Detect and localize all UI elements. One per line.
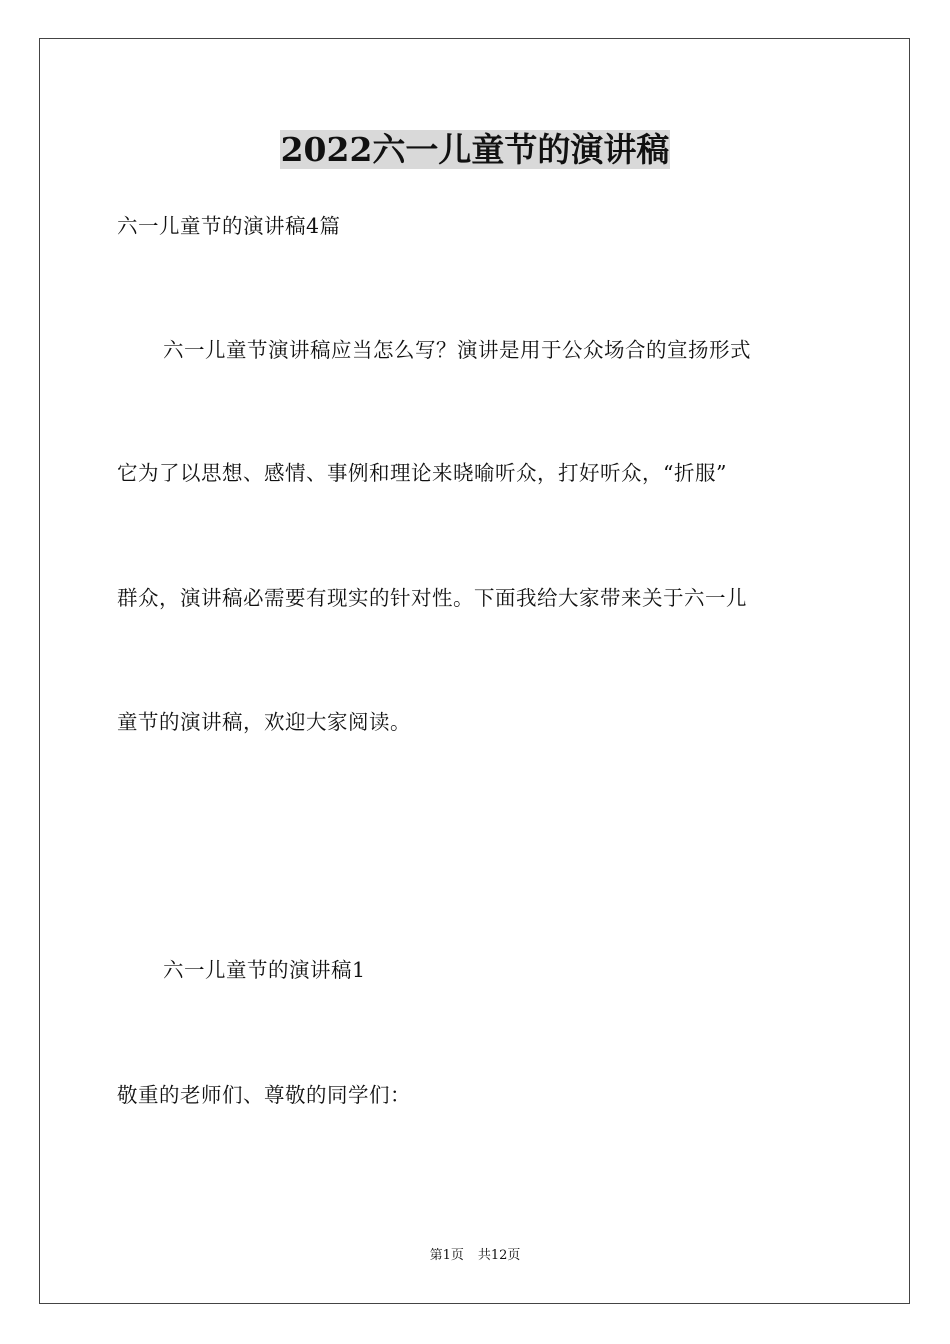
- document-title: [0, 128, 950, 172]
- document-subtitle: 六一儿童节的演讲稿4篇: [117, 214, 341, 238]
- page-footer: [0, 1246, 950, 1266]
- page-number-total: 共12页: [477, 1248, 521, 1263]
- salutation: 敬重的老师们、尊敬的同学们：: [117, 1083, 411, 1107]
- page-number-current: 第1页: [429, 1248, 464, 1263]
- intro-paragraph-line-3: 群众，演讲稿必需要有现实的针对性。下面我给大家带来关于六一儿: [117, 586, 747, 610]
- document-title-text: 2022六一儿童节的演讲稿: [280, 130, 670, 169]
- intro-paragraph-line-4: 童节的演讲稿，欢迎大家阅读。: [117, 710, 411, 734]
- intro-paragraph-line-1: 六一儿童节演讲稿应当怎么写？演讲是用于公众场合的宣扬形式: [163, 338, 751, 362]
- intro-paragraph-line-2: 它为了以思想、感情、事例和理论来晓喻听众，打好听众，“折服”: [117, 461, 727, 485]
- section-heading: 六一儿童节的演讲稿1: [163, 958, 366, 982]
